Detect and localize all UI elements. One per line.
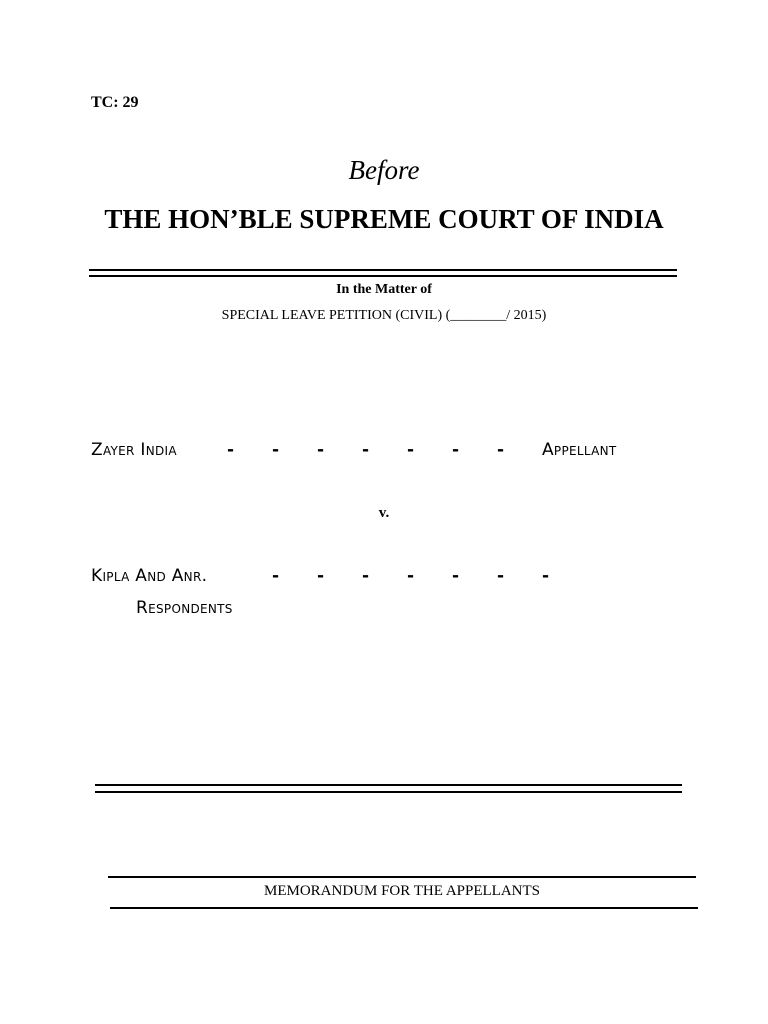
appellant-name: Zayer India (91, 440, 177, 460)
dash: - (542, 566, 550, 586)
in-the-matter-of: In the Matter of (336, 282, 432, 297)
dash: - (497, 566, 505, 586)
dash: - (362, 440, 370, 460)
top-rule-lower (89, 275, 677, 277)
memo-rule-bottom (110, 907, 698, 909)
dash: - (317, 566, 325, 586)
dash: - (452, 440, 460, 460)
respondent-role: Respondents (136, 598, 233, 618)
memo-rule-top (108, 876, 696, 878)
dash: - (272, 440, 280, 460)
respondent-name: Kipla And Anr. (91, 566, 208, 586)
memorandum-title: MEMORANDUM FOR THE APPELLANTS (263, 883, 540, 899)
bottom-rule-upper (95, 784, 682, 786)
dash: - (452, 566, 460, 586)
petition-title: SPECIAL LEAVE PETITION (CIVIL) (________/ 2015) (221, 308, 547, 323)
appellant-role: Appellant (542, 440, 617, 460)
versus: v. (378, 505, 390, 521)
court-title: THE HON’BLE SUPREME COURT OF INDIA (104, 204, 664, 234)
dash: - (317, 440, 325, 460)
dash: - (362, 566, 370, 586)
dash: - (227, 440, 235, 460)
dash: - (407, 566, 415, 586)
dash: - (272, 566, 280, 586)
before-heading: Before (348, 155, 420, 185)
dash: - (407, 440, 415, 460)
bottom-rule-lower (95, 791, 682, 793)
team-code: TC: 29 (91, 94, 139, 111)
dash: - (497, 440, 505, 460)
top-rule-upper (89, 269, 677, 271)
